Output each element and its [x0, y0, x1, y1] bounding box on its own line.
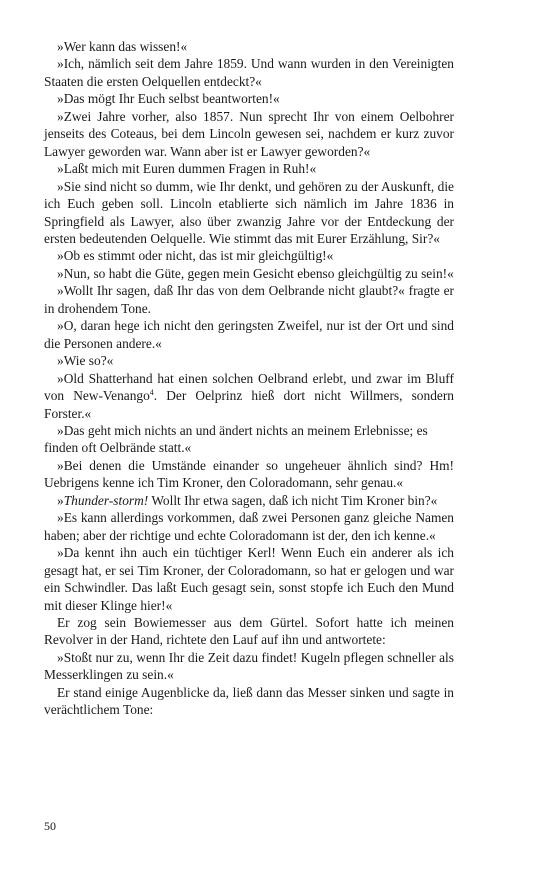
paragraph: »Zwei Jahre vorher, also 1857. Nun sprecht Ihr von einem Oelbohrer jenseits des Coteaus, bei dem Lincoln gewesen sei, nachdem er kurz zuvor Lawyer geworden war. Wann aber ist er Lawyer geworden?« — [44, 108, 454, 159]
footnote-mark: 4 — [149, 388, 154, 398]
paragraph: »Wie so?« — [57, 353, 114, 369]
paragraph-text: Wollt Ihr etwa sagen, daß ich nicht Tim Kroner bin?« — [148, 492, 438, 508]
paragraph: »Bei denen die Umstände einander so ungeheuer ähnlich sind? Hm! Uebrigens kenne ich Tim Kroner, den Coloradomann, sehr genau.« — [44, 457, 454, 491]
paragraph: »Sie sind nicht so dumm, wie Ihr denkt, und gehören zu der Auskunft, die ich Euch geben soll. Lincoln etablierte sich nämlich im Jahre 1836 in Springfield als Lawyer, also über zwanzig Jahre vor der Entdeckung der ersten bedeutenden Oelquelle. Wie stimmt das mit Eurer Erzählung, Sir?« — [44, 178, 454, 246]
paragraph-text: . Der Oelprinz hieß dort nicht Willmers, sondern Forster.« — [44, 388, 454, 421]
paragraph: »Das mögt Ihr Euch selbst beantworten!« — [57, 91, 280, 107]
paragraph — [44, 370, 454, 422]
paragraph: »Stoßt nur zu, wenn Ihr die Zeit dazu findet! Kugeln pflegen schneller als Messerklingen zu sein.« — [44, 649, 454, 683]
paragraph: Er stand einige Augenblicke da, ließ dann das Messer sinken und sagte in verächtlichem Tone: — [44, 684, 454, 718]
paragraph-text: » — [57, 492, 64, 508]
paragraph: »Wollt Ihr sagen, daß Ihr das von dem Oelbrande nicht glaubt?« fragte er in drohendem Tone. — [44, 283, 454, 316]
paragraph: »Ich, nämlich seit dem Jahre 1859. Und wann wurden in den Vereinigten Staaten die ersten Oelquellen entdeckt?« — [44, 56, 454, 89]
body-text — [44, 38, 454, 719]
italic-text: Thunder-storm! — [63, 492, 149, 508]
paragraph: »O, daran hege ich nicht den geringsten Zweifel, nur ist der Ort und sind die Personen andere.« — [44, 318, 454, 351]
paragraph: »Laßt mich mit Euren dummen Fragen in Ruh!« — [57, 161, 317, 177]
paragraph-text: »Old Shatterhand hat einen solchen Oelbrand erlebt, und zwar im Bluff von New-Venango — [44, 370, 454, 404]
page-number: 50 — [44, 819, 56, 833]
paragraph: Er zog sein Bowiemesser aus dem Gürtel. Sofort hatte ich meinen Revolver in der Hand, richtete den Lauf auf ihn und antwortete: — [44, 614, 454, 648]
paragraph: »Nun, so habt die Güte, gegen mein Gesicht ebenso gleichgültig zu sein!« — [57, 265, 454, 281]
paragraph: »Wer kann das wissen!« — [57, 39, 188, 54]
paragraph — [44, 492, 454, 509]
paragraph: »Da kennt ihn auch ein tüchtiger Kerl! Wenn Euch ein anderer als ich gesagt hat, er sei Tim Kroner, der Coloradomann, so hat er gelogen und war ein Schwindler. Das laßt Euch gesagt sein, sonst stopfe ich Euch den Mund mit dieser Klinge hier!« — [44, 545, 454, 613]
paragraph: »Es kann allerdings vorkommen, daß zwei Personen ganz gleiche Namen haben; aber der richtige und echte Coloradomann ist der, den ich kenne.« — [44, 510, 454, 543]
paragraph: »Ob es stimmt oder nicht, das ist mir gleichgültig!« — [57, 248, 334, 264]
paragraph: »Das geht mich nichts an und ändert nichts an meinem Erlebnisse; es finden oft Oelbrände statt.« — [44, 422, 428, 456]
